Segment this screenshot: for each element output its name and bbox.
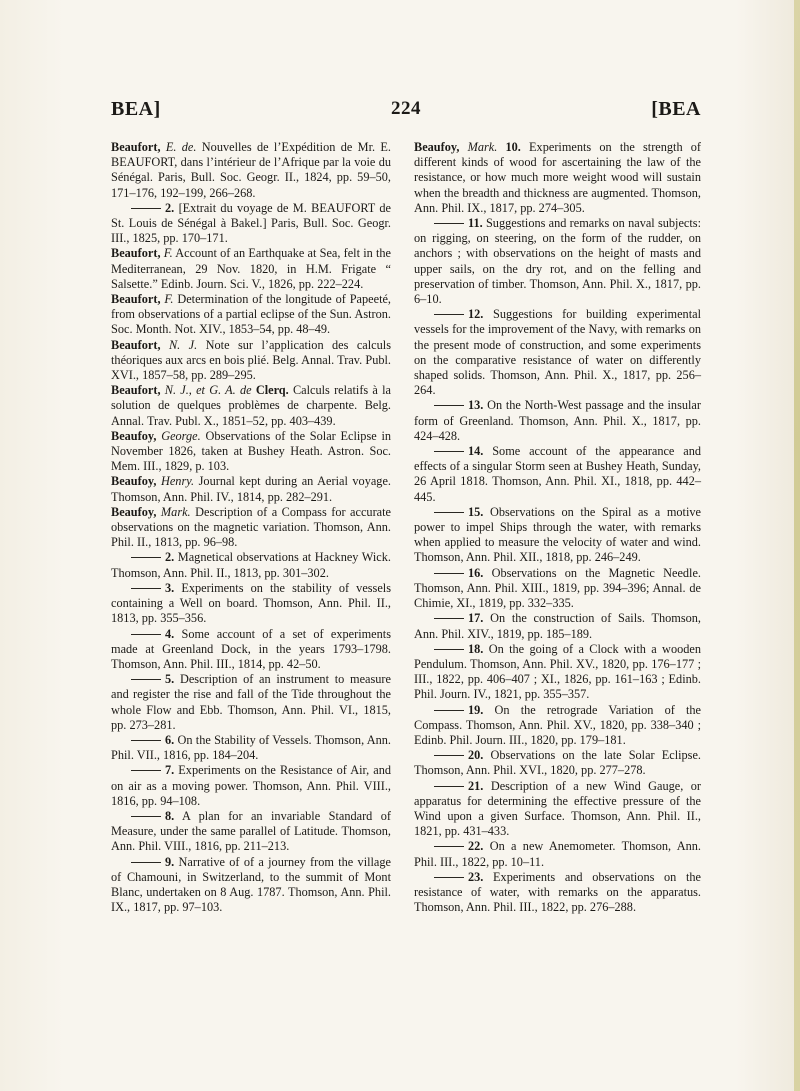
ditto-dash	[131, 208, 161, 209]
ditto-dash	[131, 588, 161, 589]
entry-text: Note sur l’application des calculs théoriques aux arcs en bois plié. Belg. Annal. Trav. Publ. XVI., 1857–58, pp. 289–295.	[111, 337, 391, 383]
bibliography-entry	[111, 246, 391, 292]
ditto-dash	[434, 786, 464, 787]
entry-author-given: F.	[164, 292, 174, 307]
ditto-dash	[131, 770, 161, 771]
entry-number: 18.	[468, 641, 484, 656]
ditto-dash	[434, 649, 464, 650]
entry-text: Description of a Compass for accurate observations on the magnetic variation. Thomson, Ann. Phil. II., 1813, pp. 96–98.	[111, 504, 391, 550]
bibliography-entry	[111, 474, 391, 504]
entry-text: On the retrograde Variation of the Compass. Thomson, Ann. Phil. XV., 1820, pp. 338–340 ; Edinb. Phil. Journ. III., 1820, pp. 179–181.	[414, 702, 701, 747]
ditto-dash	[434, 223, 464, 224]
bibliography-subentry	[111, 672, 391, 733]
ditto-dash	[434, 512, 464, 513]
entry-text: Account of an Earthquake at Sea, felt in the Mediterranean, 29 Nov. 1820, in H.M. Frigate “ Salsette.” Edinb. Journ. Sci. V., 1826, pp. 222–224.	[111, 246, 391, 291]
entry-author-given: N. J.	[168, 337, 198, 352]
bibliography-subentry	[414, 839, 701, 869]
bibliography-subentry	[111, 733, 391, 763]
entry-text: Observations of the Solar Eclipse in November 1826, taken at Bushey Heath. Astron. Soc. Mem. III., 1829, p. 103.	[111, 428, 392, 474]
ditto-dash	[434, 877, 464, 878]
entry-number: 10.	[505, 140, 521, 154]
bibliography-subentry	[414, 642, 701, 703]
ditto-dash	[434, 314, 464, 315]
entry-coauthor: Clerq.	[255, 383, 289, 398]
ditto-dash	[131, 679, 161, 680]
bibliography-subentry	[414, 748, 701, 778]
entry-text: Narrative of of a journey from the village of Chamouni, in Switzerland, to the summit of Mont Blanc, undertaken on 8 Aug. 1787. Thomson, Ann. Phil. IX., 1817, pp. 97–103.	[111, 854, 392, 915]
page-edge-tab	[794, 0, 800, 1091]
entry-text: Observations on the late Solar Eclipse. Thomson, Ann. Phil. XVI., 1820, pp. 277–278.	[414, 748, 701, 778]
entry-author: Beaufort,	[111, 292, 161, 307]
entry-number: 19.	[468, 702, 484, 717]
entry-number: 21.	[468, 778, 484, 793]
entry-text: Experiments on the Resistance of Air, and on air as a moving power. Thomson, Ann. Phil. VIII., 1816, pp. 94–108.	[111, 763, 391, 808]
bibliography-subentry	[414, 566, 701, 612]
ditto-dash	[434, 846, 464, 847]
entry-text: Observations on the Spiral as a motive power to impel Ships through the water, with remarks when applied to measure the velocity of water and wind. Thomson, Ann. Phil. XII., 1818, pp. 246–249.	[414, 504, 701, 565]
bibliography-entry	[111, 429, 391, 475]
entry-author-given: Mark.	[160, 504, 191, 519]
bibliography-entry	[111, 338, 391, 384]
entry-author-given: E. de.	[165, 140, 197, 154]
entry-number: 4.	[165, 626, 175, 641]
entry-number: 11.	[468, 216, 483, 231]
entry-text: A plan for an invariable Standard of Measure, under the same parallel of Latitude. Thomson, Ann. Phil. VIII., 1816, pp. 211–213.	[111, 808, 391, 854]
entry-text: On the North-West passage and the insular form of Greenland. Thomson, Ann. Phil. X., 1817, pp. 424–428.	[414, 398, 701, 443]
entry-number: 2.	[165, 200, 175, 215]
entry-text: Some account of a set of experiments made at Greenland Dock, in the years 1793–1798. Thomson, Ann. Phil. III., 1814, pp. 42–50.	[111, 626, 391, 671]
entry-text: Observations on the Magnetic Needle. Thomson, Ann. Phil. XIII., 1819, pp. 394–396; Annal. de Chimie, XI., 1819, pp. 332–335.	[414, 565, 701, 611]
entry-author-given: George.	[161, 428, 201, 443]
entry-author-given: Henry.	[160, 474, 195, 489]
entry-number: 13.	[468, 398, 484, 413]
right-column	[414, 140, 701, 915]
ditto-dash	[131, 557, 161, 558]
ditto-dash	[434, 405, 464, 406]
entry-author-given: N. J., et G. A. de	[164, 383, 252, 398]
bibliography-subentry	[414, 444, 701, 505]
entry-text: Suggestions and remarks on naval subjects: on rigging, on steering, on the form of the rudder, on anchors ; with observations on the height of masts and upper sails, on the dry rot, and on the felling and preservation of timber. Thomson, Ann. Phil. X., 1817, pp. 6–10.	[414, 216, 701, 307]
entry-number: 12.	[468, 307, 484, 322]
entry-author: Beaufort,	[111, 140, 161, 154]
ditto-dash	[131, 634, 161, 635]
entry-text: On the Stability of Vessels. Thomson, Ann. Phil. VII., 1816, pp. 184–204.	[111, 732, 391, 763]
bibliography-entry	[111, 292, 391, 338]
bibliography-subentry	[414, 779, 701, 840]
entry-text: Determination of the longitude of Papeeté, from observations of a partial eclipse of the Sun. Astron. Soc. Month. Not. XIV., 1853–54, pp. 48–49.	[111, 292, 392, 337]
ditto-dash	[434, 451, 464, 452]
entry-author-given: F.	[163, 246, 173, 261]
entry-number: 17.	[468, 611, 484, 626]
ditto-dash	[131, 816, 161, 817]
entry-text: On the going of a Clock with a wooden Pendulum. Thomson, Ann. Phil. XV., 1820, pp. 176–177 ; III., 1822, pp. 406–407 ; XI., 1826, pp. 161–163 ; Edinb. Phil. Journ. IV., 1821, pp. 355–357.	[414, 641, 701, 702]
ditto-dash	[434, 573, 464, 574]
entry-number: 22.	[468, 839, 484, 854]
bibliography-subentry	[414, 505, 701, 566]
bibliography-subentry	[414, 611, 701, 641]
entry-author: Beaufoy,	[111, 504, 157, 519]
entry-author: Beaufort,	[111, 246, 161, 261]
entry-text: [Extrait du voyage de M. BEAUFORT de St. Louis de Sénégal à Bakel.] Paris, Bull. Soc. Geogr. III., 1825, pp. 170–171.	[111, 200, 391, 246]
header-right-guide: [BEA	[651, 98, 701, 120]
entry-author-given: Mark.	[467, 140, 498, 154]
running-header	[111, 98, 701, 124]
bibliography-subentry	[414, 216, 701, 307]
ditto-dash	[434, 755, 464, 756]
entry-text: On a new Anemometer. Thomson, Ann. Phil. III., 1822, pp. 10–11.	[414, 839, 701, 869]
entry-author: Beaufoy,	[111, 474, 157, 489]
entry-number: 9.	[165, 854, 175, 869]
page-number: 224	[391, 98, 421, 119]
entry-author: Beaufoy,	[111, 428, 157, 443]
bibliography-subentry	[414, 398, 701, 444]
bibliography-subentry	[111, 581, 391, 627]
entry-number: 23.	[468, 869, 484, 884]
bibliography-entry	[414, 140, 701, 216]
entry-text: Experiments and observations on the resistance of water, with remarks on the apparatus. Thomson, Ann. Phil. III., 1822, pp. 276–288.	[414, 869, 701, 915]
bibliography-subentry	[111, 201, 391, 247]
ditto-dash	[131, 740, 161, 741]
entry-author: Beaufort,	[111, 337, 161, 352]
entry-text: Nouvelles de l’Expédition de Mr. E. BEAUFORT, dans l’intérieur de l’Afrique par la voie du Sénégal. Paris, Bull. Soc. Geogr. II., 1824, pp. 59–50, 171–176, 192–199, 266–268.	[111, 140, 391, 200]
entry-number: 7.	[165, 763, 175, 778]
bibliography-subentry	[414, 703, 701, 749]
entry-number: 3.	[165, 580, 175, 595]
left-column	[111, 140, 391, 915]
bibliography-subentry	[414, 307, 701, 398]
ditto-dash	[434, 618, 464, 619]
ditto-dash	[434, 710, 464, 711]
bibliography-subentry	[414, 870, 701, 916]
bibliography-subentry	[111, 550, 391, 580]
bibliography-subentry	[111, 809, 391, 855]
entry-number: 14.	[468, 444, 484, 459]
entry-text: Journal kept during an Aerial voyage. Thomson, Ann. Phil. IV., 1814, pp. 282–291.	[111, 474, 391, 504]
entry-number: 8.	[165, 808, 175, 823]
entry-author: Beaufoy,	[414, 140, 460, 154]
bibliography-entry	[111, 140, 391, 201]
entry-text: Some account of the appearance and effects of a singular Storm seen at Bushey Heath, Sunday, 26 April 1818. Thomson, Ann. Phil. XI., 1818, pp. 442–445.	[414, 444, 701, 504]
entry-text: Calculs relatifs à la solution de quelques problèmes de charpente. Belg. Annal. Trav. Publ. X., 1851–52, pp. 403–439.	[111, 383, 391, 428]
entry-text: Experiments on the strength of different kinds of wood for ascertaining the law of the resistance, or how much more weight wood will sustain when the breadth and thickness are augmented. Thomson, Ann. Phil. IX., 1817, pp. 274–305.	[414, 140, 702, 215]
bibliography-entry	[111, 505, 391, 551]
entry-number: 6.	[165, 732, 175, 747]
bibliography-entry	[111, 383, 391, 429]
entry-number: 2.	[165, 550, 175, 565]
entry-text: Magnetical observations at Hackney Wick. Thomson, Ann. Phil. II., 1813, pp. 301–302.	[111, 550, 391, 580]
entry-text: Suggestions for building experimental vessels for the improvement of the Navy, with remarks on the present mode of construction, and some experiments on the comparative resistance of water on differently shaped solids. Thomson, Ann. Phil. X., 1817, pp. 256–264.	[414, 307, 701, 398]
entry-number: 5.	[165, 672, 175, 687]
entry-text: On the construction of Sails. Thomson, Ann. Phil. XIV., 1819, pp. 185–189.	[414, 611, 701, 641]
ditto-dash	[131, 862, 161, 863]
entry-text: Experiments on the stability of vessels containing a Well on board. Thomson, Ann. Phil. II., 1813, pp. 355–356.	[111, 580, 392, 626]
bibliography-subentry	[111, 855, 391, 916]
entry-number: 20.	[468, 748, 484, 763]
entry-author: Beaufort,	[111, 383, 161, 398]
entry-text: Description of an instrument to measure and register the rise and fall of the Tide throughout the whole Flow and Ebb. Thomson, Ann. Phil. VI., 1815, pp. 273–281.	[111, 672, 391, 732]
entry-number: 15.	[468, 504, 484, 519]
bibliography-subentry	[111, 763, 391, 809]
entry-text: Description of a new Wind Gauge, or apparatus for determining the effective pressure of the Wind upon a given Surface. Thomson, Ann. Phil. II., 1821, pp. 431–433.	[414, 778, 701, 839]
header-left-guide: BEA]	[111, 98, 161, 120]
entry-number: 16.	[468, 565, 484, 580]
bibliography-subentry	[111, 627, 391, 673]
